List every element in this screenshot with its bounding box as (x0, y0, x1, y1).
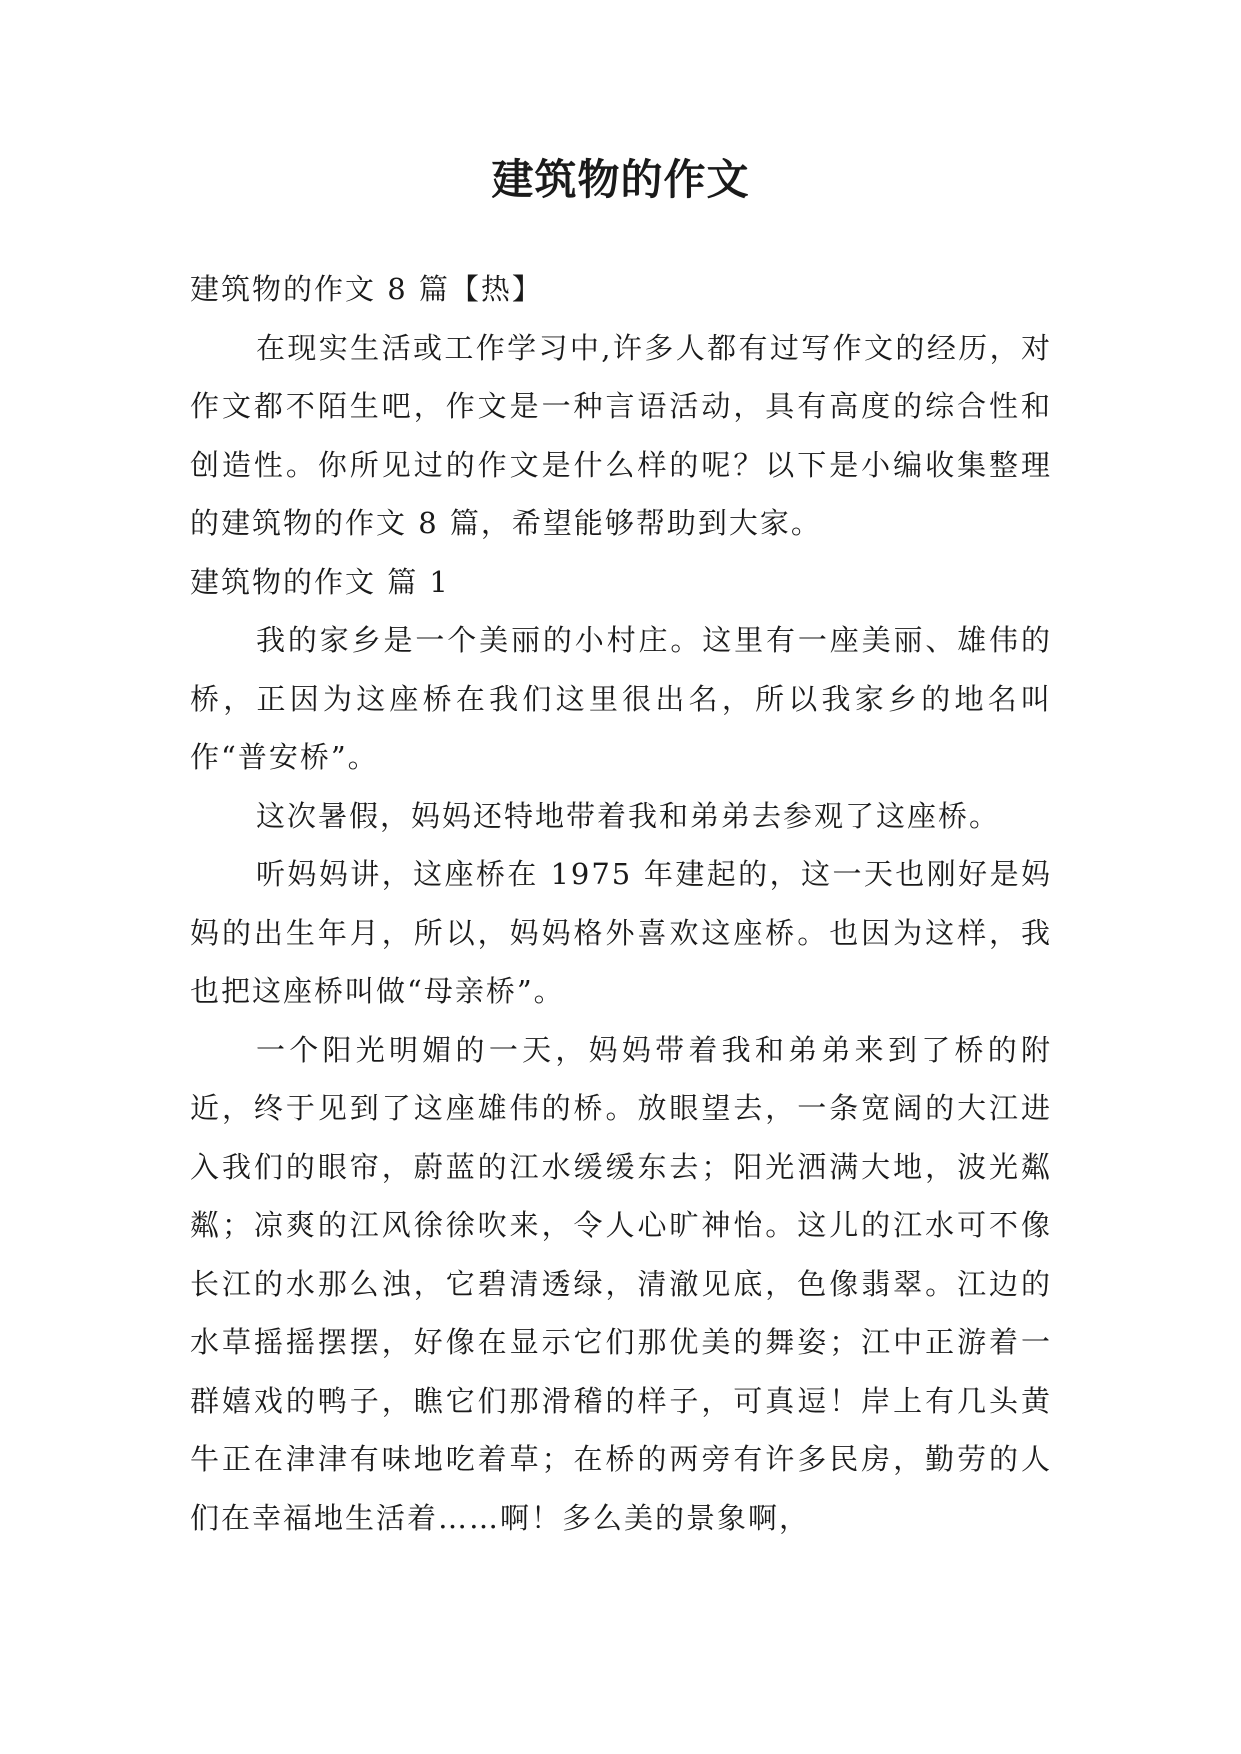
paragraph-bridge-history: 听妈妈讲，这座桥在 1975 年建起的，这一天也刚好是妈妈的出生年月，所以，妈妈格外喜欢这座桥。也因为这样，我也把这座桥叫做“母亲桥”。 (190, 857, 1052, 1008)
intro-paragraph: 在现实生活或工作学习中,许多人都有过写作文的经历，对作文都不陌生吧，作文是一种言语活动，具有高度的综合性和创造性。你所见过的作文是什么样的呢？以下是小编收集整理的建筑物的作文 8 篇，希望能够帮助到大家。 (190, 330, 1052, 540)
paragraph-scenery: 一个阳光明媚的一天，妈妈带着我和弟弟来到了桥的附近，终于见到了这座雄伟的桥。放眼望去，一条宽阔的大江进入我们的眼帘，蔚蓝的江水缓缓东去；阳光洒满大地，波光粼粼；凉爽的江风徐徐吹来，令人心旷神怡。这儿的江水可不像长江的水那么浊，它碧清透绿，清澈见底，色像翡翠。江边的水草摇摇摆摆，好像在显示它们那优美的舞姿；江中正游着一群嬉戏的鸭子，瞧它们那滑稽的样子，可真逗！岸上有几头黄牛正在津津有味地吃着草；在桥的两旁有许多民房，勤劳的人们在幸福地生活着……啊！多么美的景象啊， (190, 1032, 1052, 1535)
article-heading: 建筑物的作文 8 篇【热】 (190, 272, 543, 306)
paragraph-summer-visit: 这次暑假，妈妈还特地带着我和弟弟去参观了这座桥。 (256, 798, 1001, 833)
paragraph-hometown: 我的家乡是一个美丽的小村庄。这里有一座美丽、雄伟的桥，正因为这座桥在我们这里很出名，所以我家乡的地名叫作“普安桥”。 (190, 623, 1052, 774)
document-title: 建筑物的作文 (491, 155, 750, 204)
document-body (190, 260, 1052, 1547)
section-heading-1: 建筑物的作文 篇 1 (190, 564, 450, 599)
